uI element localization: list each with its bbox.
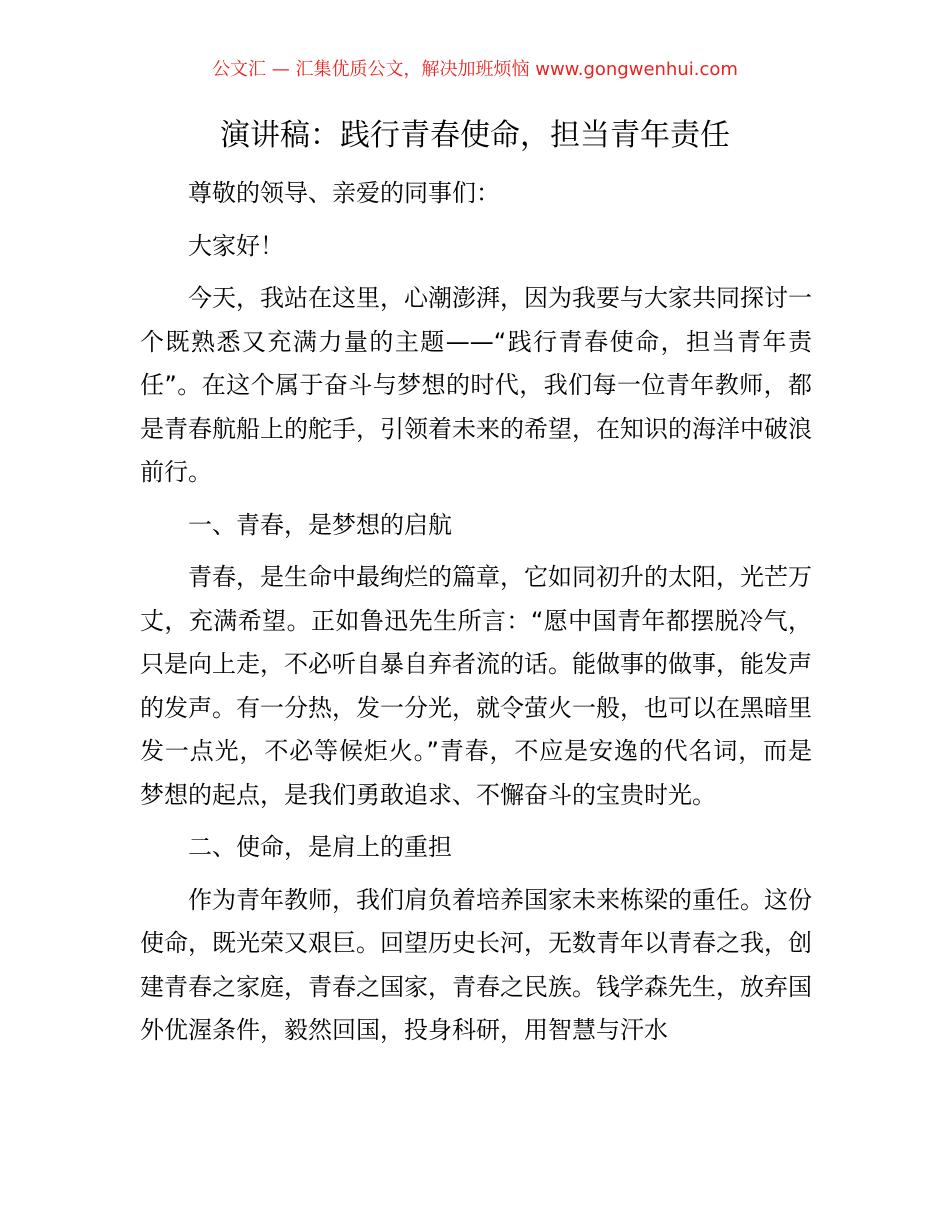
salutation: 尊敬的领导、亲爱的同事们： [188, 179, 500, 207]
document-body [140, 172, 812, 1062]
document-title: 演讲稿：践行青春使命，担当青年责任 [220, 118, 730, 153]
section-2-paragraph: 作为青年教师，我们肩负着培养国家未来栋梁的重任。这份使命，既光荣又艰巨。回望历史长河，无数青年以青春之我，创建青春之家庭，青春之国家，青春之民族。钱学森先生，放弃国外优渥条件，毅然回国，投身科研，用智慧与汗水 [140, 885, 812, 1044]
site-banner[interactable]: 公文汇 — 汇集优质公文，解决加班烦恼 www.gongwenhui.com [212, 59, 738, 80]
section-2-heading: 二、使命，是肩上的重担 [188, 833, 452, 861]
section-1-heading: 一、青春，是梦想的启航 [188, 510, 452, 539]
greeting: 大家好！ [188, 231, 284, 260]
intro-paragraph: 今天，我站在这里，心潮澎湃，因为我要与大家共同探讨一个既熟悉又充满力量的主题——“践行青春使命，担当青年责任”。在这个属于奋斗与梦想的时代，我们每一位青年教师，都是青春航船上的舵手，引领着未来的希望，在知识的海洋中破浪前行。 [140, 284, 812, 486]
section-1-paragraph: 青春，是生命中最绚烂的篇章，它如同初升的太阳，光芒万丈，充满希望。正如鲁迅先生所言：“愿中国青年都摆脱冷气，只是向上走，不必听自暴自弃者流的话。能做事的做事，能发声的发声。有一分热，发一分光，就令萤火一般，也可以在黑暗里发一点光，不必等候炬火。”青春，不应是安逸的代名词，而是梦想的起点，是我们勇敢追求、不懈奋斗的宝贵时光。 [140, 563, 812, 809]
